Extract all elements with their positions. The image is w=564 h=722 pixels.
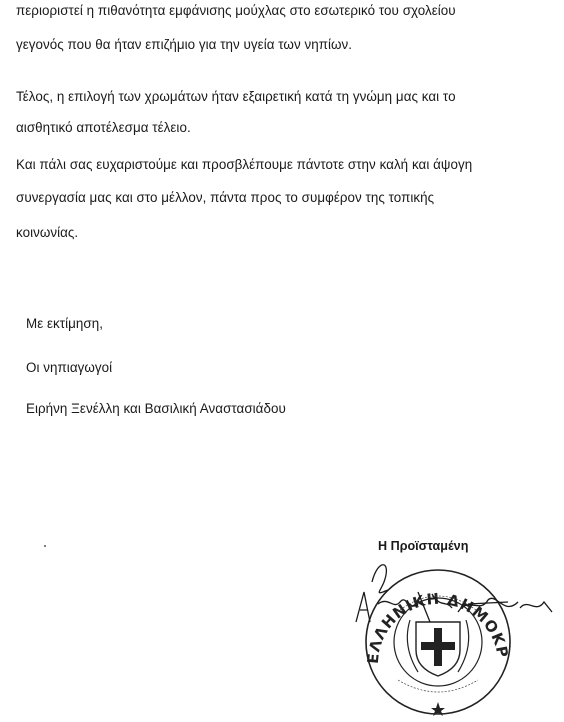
closing-names: Ειρήνη Ξενέλλη και Βασιλική Αναστασιάδου — [26, 401, 286, 416]
signature-title: Η Προϊσταμένη — [378, 539, 469, 553]
body-line-3: Τέλος, η επιλογή των χρωμάτων ήταν εξαιρετική κατά τη γνώμη μας και το — [16, 89, 456, 104]
body-line-7: κοινωνίας. — [16, 225, 79, 240]
body-line-4: αισθητικό αποτέλεσμα τέλειο. — [16, 120, 191, 135]
closing-role: Οι νηπιαγωγοί — [26, 360, 113, 375]
coat-of-arms — [407, 620, 468, 676]
svg-text:ΕΛΛΗΝΙΚΗ ΔΗΜΟΚΡΑΤΙΑ: ΕΛΛΗΝΙΚΗ ΔΗΜΟΚΡ — [363, 589, 512, 665]
body-line-1: περιοριστεί η πιθανότητα εμφάνισης μούχλας στο εσωτερικό του σχολείου — [16, 3, 456, 18]
body-line-2: γεγονός που θα ήταν επιζήμιο για την υγεία των νηπίων. — [16, 37, 353, 52]
official-stamp — [348, 552, 564, 717]
stamp-seal-icon — [348, 552, 564, 717]
closing-regards: Με εκτίμηση, — [26, 316, 103, 331]
body-line-6: συνεργασία μας και στο μέλλον, πάντα προς το συμφέρον της τοπικής — [16, 190, 435, 205]
body-line-5: Και πάλι σας ευχαριστούμε και προσβλέπουμε πάντοτε στην καλή και άψογη — [16, 157, 473, 172]
speck-mark — [44, 545, 46, 547]
